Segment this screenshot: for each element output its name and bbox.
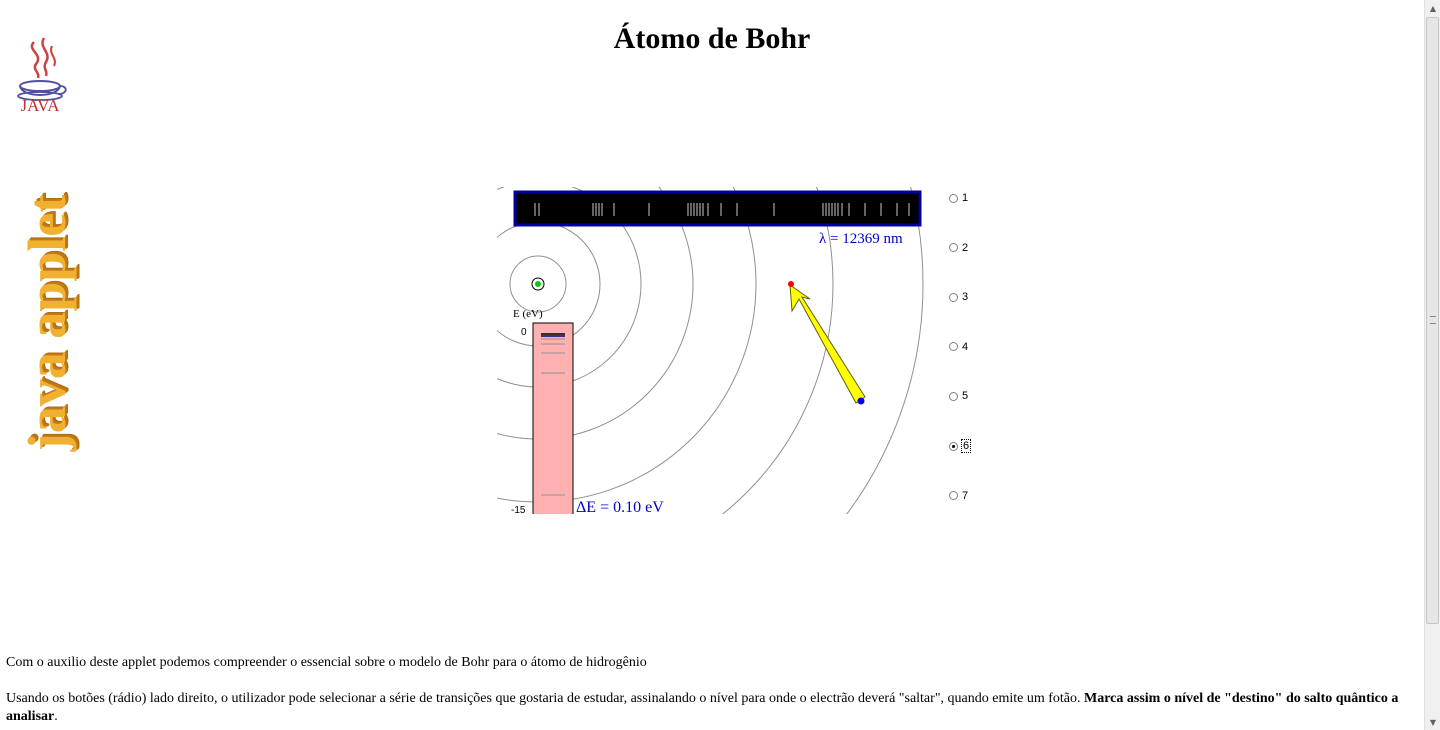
delta-e-label: ΔE = 0.10 eV	[576, 499, 664, 514]
java-logo	[10, 34, 70, 124]
java-applet-banner	[17, 150, 77, 495]
electron-end	[788, 281, 794, 287]
energy-bar	[533, 323, 573, 514]
wavelength-label: λ = 12369 nm	[819, 231, 903, 247]
level-radio-4[interactable]	[949, 339, 968, 355]
bohr-atom-applet[interactable]	[497, 187, 985, 514]
description-paragraph-2-text: Usando os botões (rádio) lado direito, o utilizador pode selecionar a série de transições que gostaria de estudar, assinalando o nível para onde o electrão deverá "saltar", quando emite um fotão.	[6, 691, 1084, 706]
energy-top-tick: 0	[521, 327, 527, 338]
level-radio-label: 5	[962, 390, 969, 403]
level-radio-7[interactable]	[949, 488, 968, 504]
radio-button-icon[interactable]	[949, 392, 958, 401]
java-applet-banner-text: java applet	[17, 194, 77, 451]
level-radio-label: 4	[962, 340, 969, 353]
radio-button-icon[interactable]	[949, 194, 958, 203]
radio-button-icon[interactable]	[949, 491, 958, 500]
energy-axis-label: E (eV)	[513, 308, 543, 320]
scroll-down-arrow-icon[interactable]: ▼	[1429, 717, 1437, 727]
level-radio-label: 2	[962, 241, 969, 254]
level-radio-2[interactable]	[949, 240, 968, 256]
description-paragraph-2-bold: Marca assim o nível de "destino" do salto quântico a analisar	[6, 691, 1399, 724]
description-paragraph-2-end: .	[54, 709, 58, 724]
level-radio-3[interactable]	[949, 289, 968, 305]
scrollbar-grip-icon	[1430, 316, 1436, 324]
level-radio-5[interactable]	[949, 388, 968, 404]
level-radio-1[interactable]	[949, 190, 968, 206]
java-logo-text: JAVA	[20, 96, 60, 115]
page-title: Átomo de Bohr	[613, 22, 811, 55]
description-paragraph-2	[6, 690, 1406, 726]
radio-button-icon[interactable]	[949, 293, 958, 302]
transition-arrow	[790, 285, 865, 403]
electron-start	[858, 398, 865, 405]
vertical-scrollbar[interactable]	[1424, 0, 1440, 730]
level-selector	[945, 187, 985, 514]
level-radio-6[interactable]	[949, 438, 970, 454]
scroll-up-arrow-icon[interactable]: ▲	[1429, 3, 1437, 13]
level-radio-label: 6	[963, 440, 970, 452]
radio-button-icon[interactable]	[949, 342, 958, 351]
radio-button-icon[interactable]	[949, 442, 958, 451]
nucleus	[535, 281, 541, 287]
scrollbar-thumb[interactable]	[1426, 17, 1439, 624]
radio-button-icon[interactable]	[949, 243, 958, 252]
description-paragraph-1: Com o auxilio deste applet podemos compreender o essencial sobre o modelo de Bohr para o átomo de hidrogênio	[6, 655, 647, 670]
spectrum-bar	[515, 192, 920, 225]
level-radio-label: 3	[962, 291, 969, 304]
level-radio-label: 1	[962, 192, 969, 204]
level-radio-label: 7	[962, 489, 969, 502]
energy-bottom-tick: -15	[511, 505, 526, 514]
